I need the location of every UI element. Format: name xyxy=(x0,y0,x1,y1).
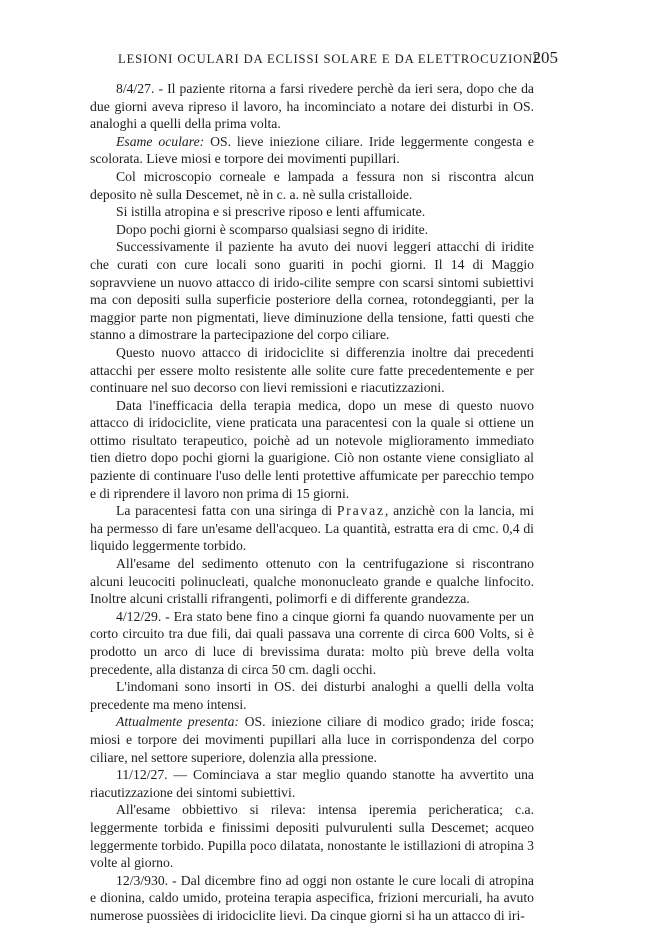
spaced-name: Pravaz xyxy=(336,503,385,519)
paragraph xyxy=(90,801,534,871)
paragraph-text: Data l'inefficacia della terapia medica, dopo un mese di questo nuovo attacco di iridociclite, viene praticata una paracentesi con la quale si ottiene un ottimo risultato terapeutico, poichè ad un notevole miglioramento immediato tien dietro dopo pochi giorni la guarigione. Ciò non ostante viene consigliato al paziente di continuare l'uso delle lenti protettive affumicate per parecchio tempo e di riprendere il lavoro non prima di 15 giorni. xyxy=(90,397,534,501)
paragraph xyxy=(90,872,534,925)
paragraph xyxy=(90,80,534,133)
paragraph-text: 11/12/27. — Cominciava a star meglio quando stanotte ha avvertito una riacutizzazione dei sintomi subiettivi. xyxy=(90,767,534,800)
paragraph xyxy=(90,203,534,221)
paragraph xyxy=(90,344,534,397)
paragraph xyxy=(90,608,534,678)
paragraph-text: Si istilla atropina e si prescrive riposo e lenti affumicate. xyxy=(116,204,426,220)
italic-lead: Esame oculare: xyxy=(116,133,205,149)
paragraph-text: L'indomani sono insorti in OS. dei disturbi analoghi a quelli della volta precedente ma meno intensi. xyxy=(90,679,534,712)
paragraph-text: 12/3/930. - Dal dicembre fino ad oggi non ostante le cure locali di atropina e dionina, caldo umido, proteina terapia aspecifica, frizioni mercuriali, ha avuto numerose puossièes di iridociclite lievi. Da cinque giorni si ha un attacco di iri- xyxy=(90,872,534,923)
paragraph xyxy=(90,238,534,344)
paragraph-text: 8/4/27. - Il paziente ritorna a farsi rivedere perchè da ieri sera, dopo che da due giorni aveva ripreso il lavoro, ha incominciato a notare dei disturbi in OS. analoghi a quelli della prima volta. xyxy=(90,81,534,132)
paragraph xyxy=(90,766,534,801)
paragraph xyxy=(90,221,534,239)
paragraph-text: Successivamente il paziente ha avuto dei nuovi leggeri attacchi di iridite che curati con cure locali sono guariti in pochi giorni. Il 14 di Maggio sopravviene un nuovo attacco di irido-cilite sempre con scarsi sintomi subiettivi ma con depositi sulla superficie posteriore della cornea, rotondeggianti, per la maggior parte non pigmentati, lieve diminuzione della tensione, fatti questi che stanno a dimostrare la partecipazione del corpo ciliare. xyxy=(90,239,534,343)
paragraph-text: 4/12/29. - Era stato bene fino a cinque giorni fa quando nuovamente per un corto circuito tra due fili, dai quali passava una corrente di circa 600 Volts, si è prodotto un arco di luce di brevissima durata: molto più breve della volta precedente, alla distanza di circa 50 cm. dagli occhi. xyxy=(90,608,534,677)
running-title: LESIONI OCULARI DA ECLISSI SOLARE E DA ELETTROCUZIONE xyxy=(118,52,542,66)
paragraph xyxy=(90,555,534,608)
paragraph xyxy=(90,678,534,713)
italic-lead: Attualmente presenta: xyxy=(116,714,239,730)
paragraph xyxy=(90,133,534,168)
page-number: 205 xyxy=(532,48,558,67)
paragraph-text: Dopo pochi giorni è scomparso qualsiasi segno di iridite. xyxy=(116,221,429,237)
paragraph xyxy=(90,168,534,203)
paragraph xyxy=(90,397,534,503)
paragraph-text: , anzichè con la lancia, mi ha permesso di fare un'esame dell'acqueo. La quantità, estratta era di cmc. 0,4 di liquido leggermente torbido. xyxy=(90,503,534,554)
paragraph-text: La paracentesi fatta con una siringa di xyxy=(116,503,337,519)
paragraph-text: Col microscopio corneale e lampada a fessura non si riscontra alcun deposito nè sulla Descemet, nè in c. a. nè sulla cristalloide. xyxy=(90,168,534,202)
paragraph-text: Questo nuovo attacco di iridociclite si differenzia inoltre dai precedenti attacchi per essere molto resistente alle solite cure fatte precedentemente e per continuare nel suo decorso con lievi remissioni e riacutizzazioni. xyxy=(90,344,534,396)
body-text xyxy=(90,80,534,925)
paragraph xyxy=(90,502,534,555)
paragraph-text: OS. lieve iniezione ciliare. Iride leggermente congesta e scolorata. Lieve miosi e torpore dei movimenti pupillari. xyxy=(90,133,534,167)
page-header xyxy=(118,48,558,70)
paragraph-text: All'esame del sedimento ottenuto con la centrifugazione si riscontrano alcuni leucociti polinucleati, qualche mononucleato grande e qualche linfocito. Inoltre alcuni cristalli rifrangenti, polimorfi e di differente grandezza. xyxy=(90,556,534,607)
paragraph xyxy=(90,713,534,766)
paragraph-text: All'esame obbiettivo si rileva: intensa iperemia pericheratica; c.a. leggermente torbida e finissimi depositi pulvurulenti sulla Descemet; acqueo leggermente torbido. Pupilla poco dilatata, nonostante le istillazioni di atropina 3 volte al giorno. xyxy=(90,802,534,871)
paragraph-text: OS. iniezione ciliare di modico grado; iride fosca; miosi e torpore dei movimenti pupillari alla luce in corrispondenza del corpo ciliare, nel settore superiore, dolenzia alla pressione. xyxy=(90,714,535,765)
